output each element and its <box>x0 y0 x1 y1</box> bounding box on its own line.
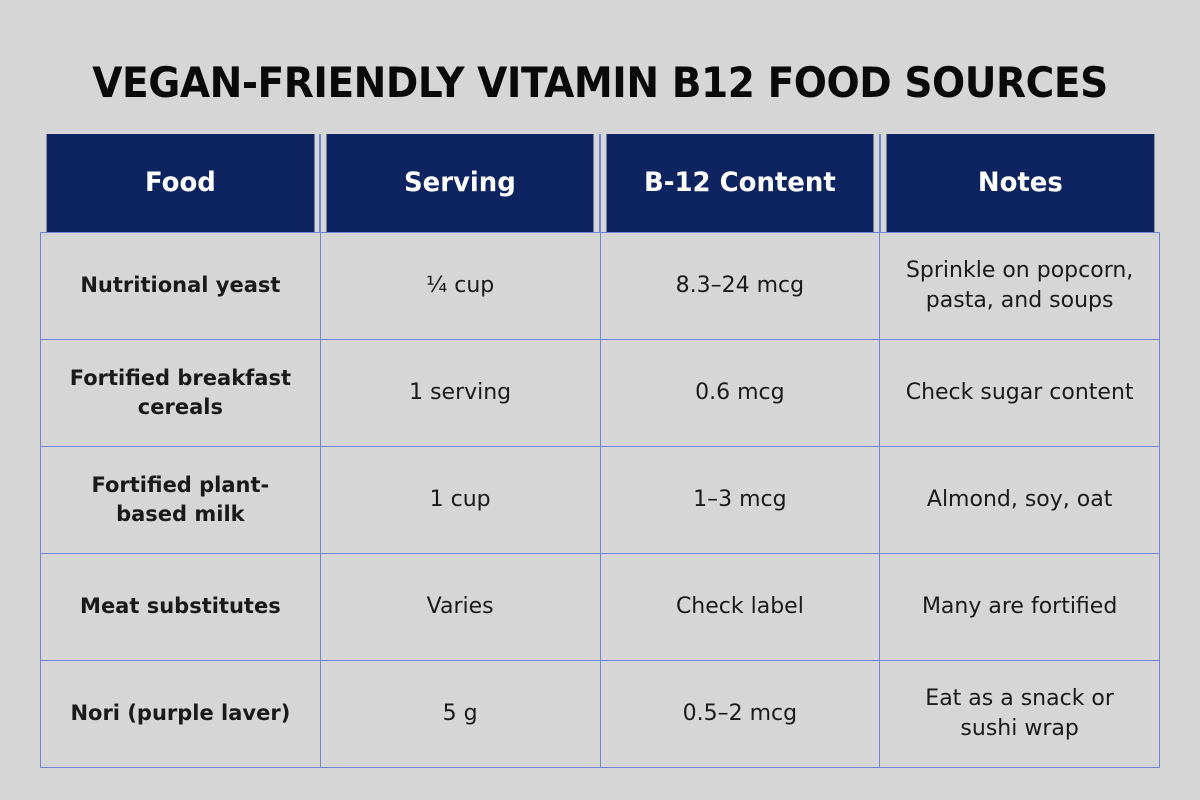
cell-notes: Almond, soy, oat <box>880 446 1160 553</box>
table-row <box>41 339 1160 446</box>
table-row <box>41 553 1160 660</box>
cell-food: Fortified breakfast cereals <box>41 339 321 446</box>
table-body <box>41 232 1160 767</box>
table-container <box>40 134 1160 768</box>
cell-notes: Check sugar content <box>880 339 1160 446</box>
cell-serving: 5 g <box>320 660 600 767</box>
cell-b12-content: 8.3–24 mcg <box>600 232 880 339</box>
cell-serving: Varies <box>320 553 600 660</box>
cell-food: Nori (purple laver) <box>41 660 321 767</box>
cell-food: Meat substitutes <box>41 553 321 660</box>
table-row <box>41 446 1160 553</box>
cell-food: Fortified plant-based milk <box>41 446 321 553</box>
cell-b12-content: 0.5–2 mcg <box>600 660 880 767</box>
column-header-serving: Serving <box>326 134 595 232</box>
column-header-notes: Notes <box>885 134 1154 232</box>
cell-serving: ¼ cup <box>320 232 600 339</box>
table-row <box>41 660 1160 767</box>
column-header-b12-content: B-12 Content <box>606 134 875 232</box>
table-header <box>41 134 1160 232</box>
table-row <box>41 232 1160 339</box>
cell-serving: 1 cup <box>320 446 600 553</box>
cell-b12-content: 1–3 mcg <box>600 446 880 553</box>
cell-notes: Sprinkle on popcorn, pasta, and soups <box>880 232 1160 339</box>
cell-b12-content: Check label <box>600 553 880 660</box>
cell-notes: Many are fortified <box>880 553 1160 660</box>
cell-notes: Eat as a snack or sushi wrap <box>880 660 1160 767</box>
table-header-row <box>41 134 1160 232</box>
b12-food-sources-table <box>40 134 1160 768</box>
cell-serving: 1 serving <box>320 339 600 446</box>
cell-b12-content: 0.6 mcg <box>600 339 880 446</box>
page-title: VEGAN-FRIENDLY VITAMIN B12 FOOD SOURCES <box>92 58 1108 107</box>
cell-food: Nutritional yeast <box>41 232 321 339</box>
column-header-food: Food <box>46 134 315 232</box>
